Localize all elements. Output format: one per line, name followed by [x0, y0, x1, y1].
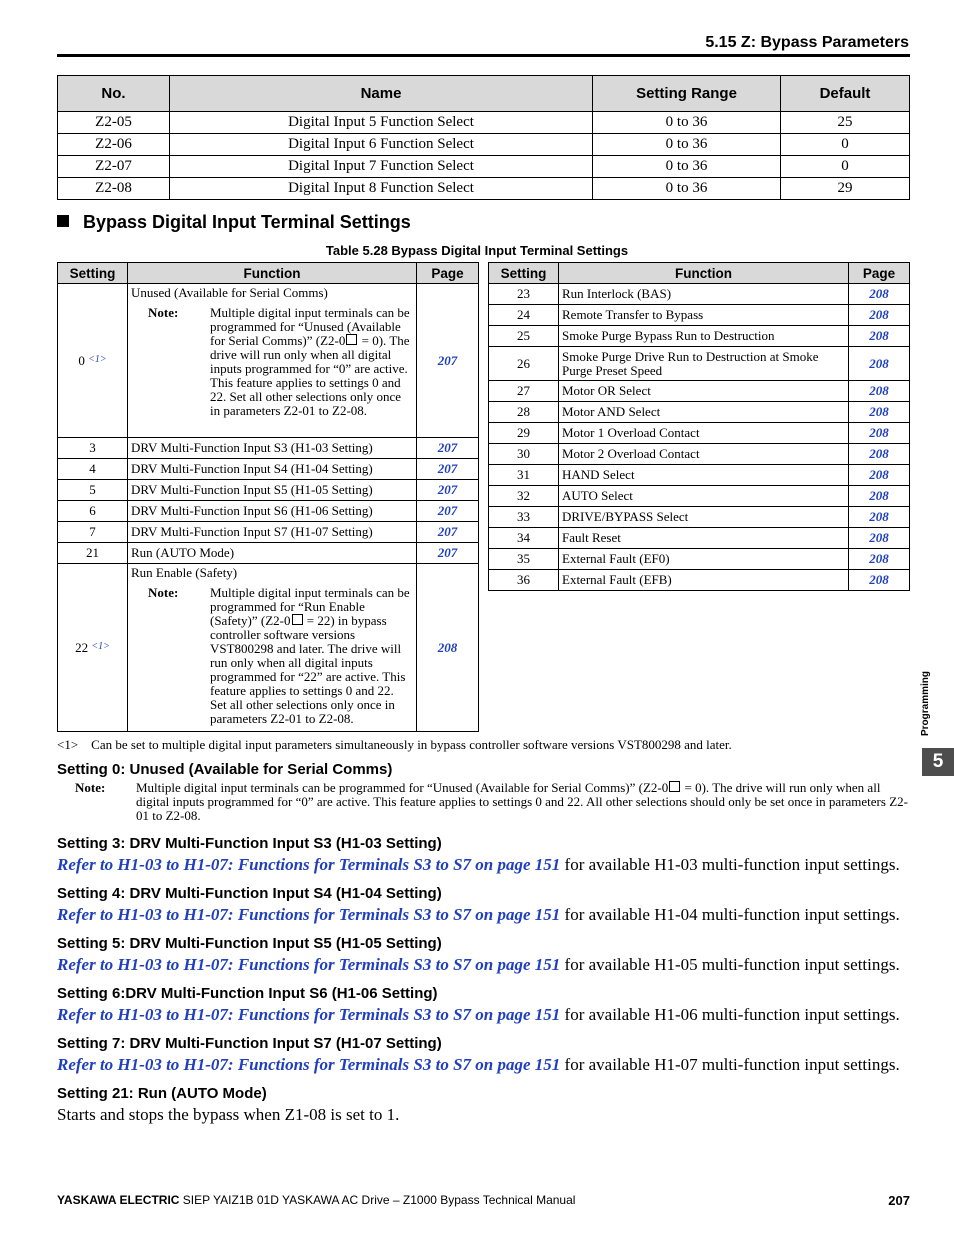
table-row: [58, 112, 910, 134]
placeholder-box-icon: [292, 614, 303, 625]
setting-value: 7: [58, 522, 128, 543]
function-text: Smoke Purge Drive Run to Destruction at Smoke Purge Preset Speed: [559, 347, 849, 381]
footnote-ref-link[interactable]: <1>: [88, 354, 107, 365]
function-text: Motor 2 Overload Contact: [559, 444, 849, 465]
table-row: [489, 507, 910, 528]
col-header-page: Page: [417, 263, 479, 284]
col-header-function: Function: [559, 263, 849, 284]
table-row: [489, 528, 910, 549]
col-header-page: Page: [849, 263, 910, 284]
page-link[interactable]: 208: [417, 564, 479, 732]
page-link[interactable]: 208: [849, 486, 910, 507]
setting5-heading: Setting 5: DRV Multi-Function Input S5 (H1-05 Setting): [57, 935, 442, 952]
function-text: Run Interlock (BAS): [559, 284, 849, 305]
footnote-ref: <1>: [57, 737, 79, 752]
footer-doc-info: [57, 1193, 575, 1208]
note-text-part: = 22) in bypass controller software versions VST800298 and later. The drive will run only when all digital inputs programmed for “22” are active. This feature applies to settings 0 and 22. Set all other selections only once in parameters Z2-01 to Z2-08.: [210, 613, 406, 726]
setting-value: 25: [489, 326, 559, 347]
page-number: 207: [888, 1193, 910, 1208]
setting-value: 26: [489, 347, 559, 381]
table-row: [58, 178, 910, 200]
header-rule: [57, 54, 910, 57]
note-text-part: Multiple digital input terminals can be programmed for “Unused (Available for Serial Comms)” (Z2-0: [136, 780, 669, 795]
function-cell: [128, 564, 417, 732]
function-text: Motor 1 Overload Contact: [559, 423, 849, 444]
function-note: [131, 586, 413, 726]
function-cell: [128, 284, 417, 438]
section-heading-text: Bypass Digital Input Terminal Settings: [83, 212, 411, 232]
page-link[interactable]: 207: [417, 438, 479, 459]
param-default: 0: [781, 134, 910, 156]
setting-value: 29: [489, 423, 559, 444]
table-row: [489, 465, 910, 486]
page-link[interactable]: 208: [849, 402, 910, 423]
paragraph-text: for available H1-07 multi-function input settings.: [560, 1055, 900, 1074]
param-default: 25: [781, 112, 910, 134]
table-row: [58, 501, 479, 522]
table-row: [489, 305, 910, 326]
col-header-function: Function: [128, 263, 417, 284]
function-text: Fault Reset: [559, 528, 849, 549]
function-text: Smoke Purge Bypass Run to Destruction: [559, 326, 849, 347]
page-link[interactable]: 208: [849, 381, 910, 402]
param-range: 0 to 36: [593, 178, 781, 200]
function-text: AUTO Select: [559, 486, 849, 507]
setting4-heading: Setting 4: DRV Multi-Function Input S4 (H1-04 Setting): [57, 885, 442, 902]
page-link[interactable]: 208: [849, 284, 910, 305]
function-text: DRV Multi-Function Input S7 (H1-07 Setting): [128, 522, 417, 543]
note-text-part: Multiple digital input terminals can be programmed for “Unused (Available for Serial Comms)” (Z2-0: [210, 305, 410, 348]
setting-value: 23: [489, 284, 559, 305]
section-header-title: 5.15 Z: Bypass Parameters: [705, 34, 909, 51]
note-text-part: Multiple digital input terminals can be programmed for “Run Enable (Safety)” (Z2-0: [210, 585, 410, 628]
param-range: 0 to 36: [593, 112, 781, 134]
setting-value: 4: [58, 459, 128, 480]
cross-reference-link[interactable]: Refer to H1-03 to H1-07: Functions for Terminals S3 to S7 on page 151: [57, 1005, 561, 1024]
setting-value: 24: [489, 305, 559, 326]
side-chapter-label-text: Programming: [920, 670, 931, 736]
setting4-paragraph: [57, 905, 910, 925]
section-square-icon: [57, 215, 69, 227]
function-text: Unused (Available for Serial Comms): [131, 285, 328, 300]
setting-value: 27: [489, 381, 559, 402]
table-row: [489, 402, 910, 423]
note-text: [136, 781, 910, 823]
paragraph-text: for available H1-06 multi-function input settings.: [560, 1005, 900, 1024]
page-link[interactable]: 208: [849, 570, 910, 591]
footer-brand: YASKAWA ELECTRIC: [57, 1193, 180, 1207]
function-text: External Fault (EF0): [559, 549, 849, 570]
table-row: [489, 284, 910, 305]
setting-cell: [58, 564, 128, 732]
chapter-tab[interactable]: 5: [922, 748, 954, 776]
page-link[interactable]: 208: [849, 326, 910, 347]
terminal-settings-table-right: [488, 262, 910, 591]
setting-value: 28: [489, 402, 559, 423]
param-default: 29: [781, 178, 910, 200]
param-name: Digital Input 7 Function Select: [170, 156, 593, 178]
setting6-paragraph: [57, 1005, 910, 1025]
function-text: Run Enable (Safety): [131, 565, 238, 580]
setting-value: 32: [489, 486, 559, 507]
page-link[interactable]: 208: [849, 423, 910, 444]
note-label: Note:: [148, 305, 179, 320]
param-range: 0 to 36: [593, 134, 781, 156]
page-footer: [57, 1193, 910, 1208]
setting-value: 34: [489, 528, 559, 549]
page-link[interactable]: 207: [417, 284, 479, 438]
setting-cell: [58, 284, 128, 438]
table-row: [489, 570, 910, 591]
function-text: DRV Multi-Function Input S3 (H1-03 Setting): [128, 438, 417, 459]
table-row: [58, 438, 479, 459]
page-link[interactable]: 207: [417, 501, 479, 522]
page-link[interactable]: 208: [849, 444, 910, 465]
page-link[interactable]: 208: [849, 305, 910, 326]
setting-value: 6: [58, 501, 128, 522]
param-range: 0 to 36: [593, 156, 781, 178]
setting6-heading: Setting 6:DRV Multi-Function Input S6 (H1-06 Setting): [57, 985, 438, 1002]
function-text: DRV Multi-Function Input S5 (H1-05 Setting): [128, 480, 417, 501]
table-caption: Table 5.28 Bypass Digital Input Terminal Settings: [325, 243, 629, 258]
parameter-table: [57, 75, 910, 200]
paragraph-text: for available H1-05 multi-function input settings.: [560, 955, 900, 974]
cross-reference-link[interactable]: Refer to H1-03 to H1-07: Functions for Terminals S3 to S7 on page 151: [57, 955, 561, 974]
function-text: External Fault (EFB): [559, 570, 849, 591]
table-row: [489, 549, 910, 570]
cross-reference-link[interactable]: Refer to H1-03 to H1-07: Functions for Terminals S3 to S7 on page 151: [57, 905, 561, 924]
table-row: [489, 423, 910, 444]
setting-value: 33: [489, 507, 559, 528]
cross-reference-link[interactable]: Refer to H1-03 to H1-07: Functions for Terminals S3 to S7 on page 151: [57, 1055, 561, 1074]
page-link[interactable]: 208: [849, 528, 910, 549]
terminal-settings-table-left: [57, 262, 479, 732]
table-row: [58, 134, 910, 156]
table-row: [489, 381, 910, 402]
setting21-paragraph: Starts and stops the bypass when Z1-08 is set to 1.: [57, 1105, 400, 1124]
setting-value: 21: [58, 543, 128, 564]
page-link[interactable]: 207: [417, 543, 479, 564]
footnote-text: Can be set to multiple digital input parameters simultaneously in bypass controller software versions VST800298 and later.: [91, 737, 732, 752]
function-text: DRV Multi-Function Input S4 (H1-04 Setting): [128, 459, 417, 480]
setting-value: 22: [75, 640, 89, 655]
function-text: Remote Transfer to Bypass: [559, 305, 849, 326]
table-row: [489, 444, 910, 465]
setting-value: 36: [489, 570, 559, 591]
note-text-part: = 0). The drive will run only when all digital inputs programmed for “0” are active. This feature applies to settings 0 and 22. All other selections should only be set once in parameters Z2-01 to Z2-08.: [136, 780, 908, 823]
page-link[interactable]: 208: [849, 347, 910, 381]
table-row: [489, 347, 910, 381]
setting7-paragraph: [57, 1055, 910, 1075]
setting0-heading: Setting 0: Unused (Available for Serial Comms): [57, 761, 393, 778]
col-header-range: Setting Range: [593, 76, 781, 112]
setting-value: 35: [489, 549, 559, 570]
note-text: [210, 306, 413, 418]
function-text: Motor AND Select: [559, 402, 849, 423]
note-text: [210, 586, 413, 726]
col-header-name: Name: [170, 76, 593, 112]
note-label: Note:: [75, 780, 106, 795]
table-row: [489, 486, 910, 507]
function-text: HAND Select: [559, 465, 849, 486]
table-row: [58, 480, 479, 501]
note-text-part: = 0). The drive will run only when all digital inputs programmed for “0” are active. This feature applies to settings 0 and 22. Set all other selections only once in parameters Z2-01 to Z2-08.: [210, 333, 410, 418]
param-no: Z2-06: [58, 134, 170, 156]
table-row: [58, 156, 910, 178]
page-link[interactable]: 207: [417, 459, 479, 480]
table-row: [58, 284, 479, 438]
setting3-paragraph: [57, 855, 910, 875]
table-row: [58, 522, 479, 543]
note-label: Note:: [148, 585, 179, 600]
function-text: DRV Multi-Function Input S6 (H1-06 Setting): [128, 501, 417, 522]
setting-value: 0: [78, 353, 85, 368]
section-heading: [57, 212, 411, 233]
setting-value: 3: [58, 438, 128, 459]
paragraph-text: for available H1-03 multi-function input settings.: [560, 855, 900, 874]
table-row: [58, 543, 479, 564]
function-text: Motor OR Select: [559, 381, 849, 402]
placeholder-box-icon: [669, 781, 680, 792]
function-text: DRIVE/BYPASS Select: [559, 507, 849, 528]
setting21-heading: Setting 21: Run (AUTO Mode): [57, 1085, 267, 1102]
setting-value: 5: [58, 480, 128, 501]
col-header-setting: Setting: [58, 263, 128, 284]
paragraph-text: for available H1-04 multi-function input settings.: [560, 905, 900, 924]
footnote: [57, 737, 732, 753]
page-link[interactable]: 207: [417, 480, 479, 501]
footer-doc-title: SIEP YAIZ1B 01D YASKAWA AC Drive – Z1000 Bypass Technical Manual: [179, 1193, 576, 1207]
table-row: [58, 459, 479, 480]
side-chapter-label: [920, 656, 936, 736]
col-header-no: No.: [58, 76, 170, 112]
col-header-default: Default: [781, 76, 910, 112]
setting3-heading: Setting 3: DRV Multi-Function Input S3 (H1-03 Setting): [57, 835, 442, 852]
table-row: [58, 564, 479, 732]
param-no: Z2-08: [58, 178, 170, 200]
page-link[interactable]: 208: [849, 507, 910, 528]
page-link[interactable]: 208: [849, 549, 910, 570]
function-text: Run (AUTO Mode): [128, 543, 417, 564]
param-default: 0: [781, 156, 910, 178]
param-no: Z2-05: [58, 112, 170, 134]
param-name: Digital Input 5 Function Select: [170, 112, 593, 134]
param-name: Digital Input 6 Function Select: [170, 134, 593, 156]
cross-reference-link[interactable]: Refer to H1-03 to H1-07: Functions for Terminals S3 to S7 on page 151: [57, 855, 561, 874]
page-link[interactable]: 208: [849, 465, 910, 486]
table-row: [489, 326, 910, 347]
param-no: Z2-07: [58, 156, 170, 178]
function-note: [131, 306, 413, 418]
footnote-ref-link[interactable]: <1>: [91, 641, 110, 652]
page-link[interactable]: 207: [417, 522, 479, 543]
setting5-paragraph: [57, 955, 910, 975]
col-header-setting: Setting: [489, 263, 559, 284]
setting7-heading: Setting 7: DRV Multi-Function Input S7 (H1-07 Setting): [57, 1035, 442, 1052]
param-name: Digital Input 8 Function Select: [170, 178, 593, 200]
setting0-note: [75, 781, 910, 823]
setting-value: 30: [489, 444, 559, 465]
setting-value: 31: [489, 465, 559, 486]
placeholder-box-icon: [346, 334, 357, 345]
